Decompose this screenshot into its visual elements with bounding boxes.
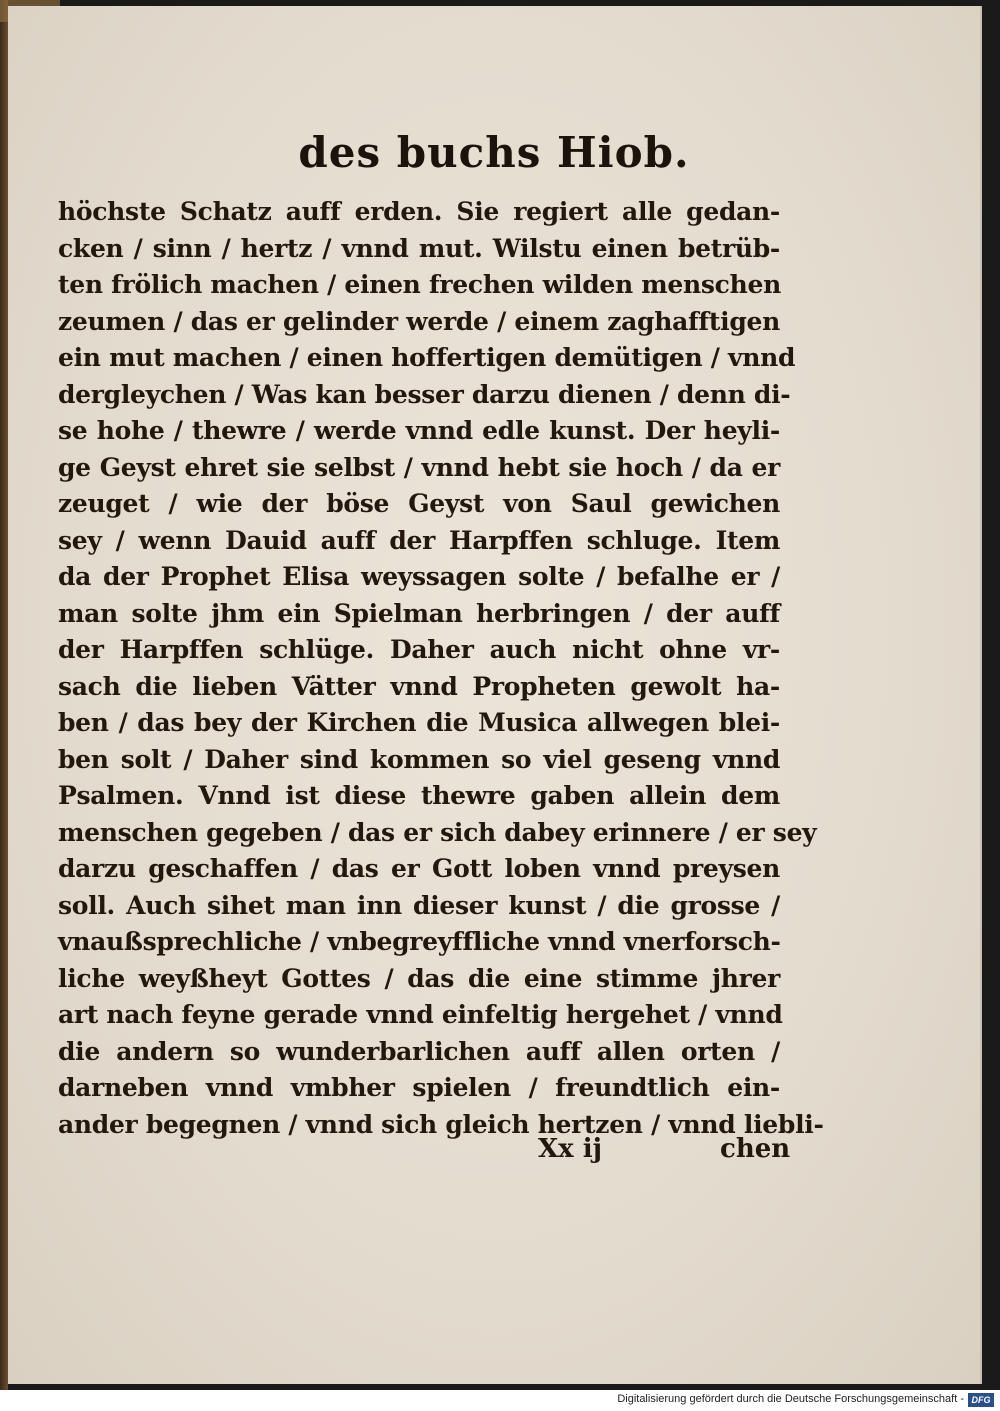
text-line: ander begegnen / vnnd sich gleich hertzen / vnnd liebli- [58,1109,824,1139]
text-line: die andern so wunderbarlichen auff allen orten / [58,1036,780,1066]
text-line: höchste Schatz auff erden. Sie regiert alle gedan- [58,197,780,226]
text-line: sey / wenn Dauid auff der Harpffen schluge. Item [58,525,780,555]
text-line: der Harpffen schlüge. Daher auch nicht ohne vr- [58,635,780,664]
signature-mark: Xx ij [538,1134,603,1164]
book-spine [0,0,8,1390]
text-line: zeumen / das er gelinder werde / einem zaghafftigen [58,306,780,336]
text-line: se hohe / thewre / werde vnnd edle kunst. Der heyli- [58,416,780,445]
text-line: liche weyßheyt Gottes / das die eine stimme jhrer [58,963,780,993]
text-line: ten frölich machen / einen frechen wilden menschen [58,270,781,299]
footer-bar [0,1390,1000,1411]
text-line: zeuget / wie der böse Geyst von Saul gewichen [58,489,780,518]
text-line: dergleychen / Was kan besser darzu dienen / denn di- [58,379,791,409]
text-line: ein mut machen / einen hoffertigen demütigen / vnnd [58,343,796,372]
text-line: menschen gegeben / das er sich dabey erinnere / er sey [58,817,817,847]
catchword: chen [720,1134,791,1164]
funding-credit: Digitalisierung gefördert durch die Deutsche Forschungsgemeinschaft - [617,1393,964,1405]
body-text [58,194,824,1143]
dfg-logo-icon: DFG [968,1393,994,1407]
book-page [8,6,982,1384]
text-line: da der Prophet Elisa weyssagen solte / befalhe er / [58,562,780,591]
text-line: vnaußsprechliche / vnbegreyffliche vnnd vnerforsch- [58,927,781,956]
text-line: art nach feyne gerade vnnd einfeltig hergehet / vnnd [58,1000,783,1029]
text-line: ge Geyst ehret sie selbst / vnnd hebt sie hoch / da er [58,452,780,482]
text-line: Psalmen. Vnnd ist diese thewre gaben allein dem [58,781,780,810]
text-line: ben / das bey der Kirchen die Musica allwegen blei- [58,708,780,737]
text-line: darzu geschaffen / das er Gott loben vnnd preysen [58,854,780,883]
text-line: soll. Auch sihet man inn dieser kunst / die grosse / [58,890,780,920]
text-line: sach die lieben Vätter vnnd Propheten gewolt ha- [58,671,780,701]
text-line: darneben vnnd vmbher spielen / freundtlich ein- [58,1073,780,1102]
text-line: cken / sinn / hertz / vnnd mut. Wilstu einen betrüb- [58,233,780,263]
text-line: man solte jhm ein Spielman herbringen / der auff [58,598,780,628]
text-line: ben solt / Daher sind kommen so viel geseng vnnd [58,744,780,774]
running-head: des buchs Hiob. [298,128,690,177]
